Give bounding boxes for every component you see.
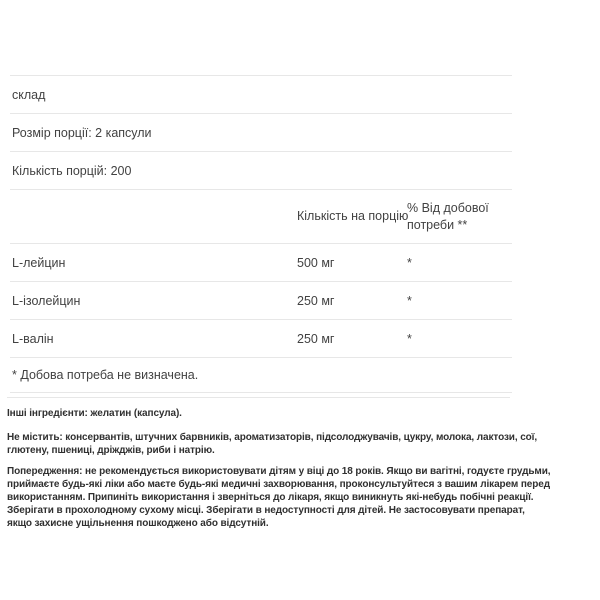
footnote-row [10, 358, 512, 393]
details-block [7, 397, 552, 530]
section-title-row [10, 76, 512, 114]
other-ingredients-text: Інші інгредієнти: желатин (капсула). [7, 408, 182, 419]
table-header-row [10, 190, 512, 244]
does-not-contain-text: Не містить: консервантів, штучних барвників, ароматизаторів, підсолоджувачів, цукру, молока, лактози, сої, глютену, пшениці, дріжджів, риби і натрію. [7, 432, 538, 456]
servings-count-row [10, 152, 512, 190]
table-row [10, 320, 512, 358]
servings-count-text: Кількість порцій: 200 [12, 163, 132, 178]
table-row [10, 282, 512, 320]
ingredient-daily-value: * [407, 255, 412, 270]
ingredient-daily-value: * [407, 331, 412, 346]
section-title: склад [12, 87, 46, 102]
warning-text: Попередження: не рекомендується використовувати дітям у віці до 18 років. Якщо ви вагітні, годуєте грудьми, приймаєте будь-які ліки або маєте будь-які медичні захворювання, проконсультуйтеся з вашим лікарем перед використанням. Припиніть використання і зверніться до лікаря, якщо виникнуть які-небудь побічні реакції. Зберігати в прохолодному сухому місці. Зберігати в недоступності для дітей. Не застосовувати препарат, якщо захисне ущільнення пошкоджено або відсутній. [7, 466, 551, 529]
ingredient-amount: 250 мг [297, 293, 335, 308]
serving-size-row [10, 114, 512, 152]
table-row [10, 244, 512, 282]
ingredient-amount: 250 мг [297, 331, 335, 346]
details-top-divider [7, 397, 510, 398]
header-ingredient [10, 190, 295, 244]
supplement-facts-table [10, 75, 512, 393]
ingredient-daily-value: * [407, 293, 412, 308]
ingredient-name: L-ізолейцин [12, 293, 81, 308]
header-amount-per-serving: Кількість на порцію [297, 209, 409, 223]
footnote-text: * Добова потреба не визначена. [12, 368, 199, 382]
ingredient-name: L-валін [12, 331, 54, 346]
header-daily-value: % Від добової потреби ** [407, 200, 489, 232]
ingredient-name: L-лейцин [12, 255, 66, 270]
serving-size-text: Розмір порції: 2 капсули [12, 125, 152, 140]
ingredient-amount: 500 мг [297, 255, 335, 270]
